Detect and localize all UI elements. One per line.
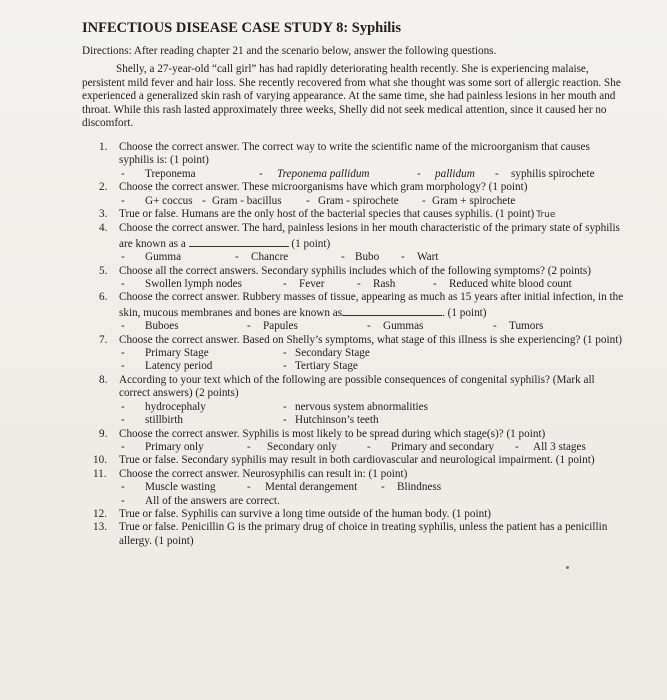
option[interactable]: Fever <box>299 278 325 291</box>
option[interactable]: Hutchinson’s teeth <box>295 414 379 427</box>
option[interactable]: hydrocephaly <box>145 400 206 413</box>
question-text: Choose the correct answer. Rubbery masses of tissue, appearing as much as 15 years after initial infection, in the skin, mucous membranes and bones are known as <box>119 291 624 319</box>
option[interactable]: Chancre <box>251 251 289 264</box>
question-7: 7. Choose the correct answer. Based on Shelly’s symptoms, what stage of this illness is she experiencing? (1 point) - Primary Stage - Secondary Stage - Latency period - Tertiary Stage <box>82 334 627 374</box>
option[interactable]: Mental derangement <box>265 481 358 494</box>
option[interactable]: Rash <box>373 278 396 291</box>
question-6: 6. Choose the correct answer. Rubbery masses of tissue, appearing as much as 15 years after initial infection, in the skin, mucous membranes and bones are known as . (1 point) - Buboes - Papules - Gummas - Tumors <box>82 291 627 333</box>
option[interactable]: Papules <box>263 320 298 333</box>
question-text: Choose the correct answer. The correct way to write the scientific name of the microorganism that causes syphilis is: (1 point) <box>119 140 590 167</box>
pen-mark <box>566 566 569 569</box>
question-list <box>82 141 627 548</box>
question-text: True or false. Secondary syphilis may result in both cardiovascular and neurological impairment. (1 point) <box>119 454 595 467</box>
question-text: Choose all the correct answers. Secondary syphilis includes which of the following symptoms? (2 points) <box>119 264 591 277</box>
option[interactable]: G+ coccus <box>145 194 193 207</box>
answer-options: - G+ coccus - Gram - bacillus - Gram - spirochete - Gram + spirochete <box>121 194 516 207</box>
option[interactable]: Treponema pallidum <box>277 167 370 180</box>
answer-options: - Swollen lymph nodes - Fever - Rash - Reduced white blood count <box>121 278 572 291</box>
question-text: Choose the correct answer. Neurosyphilis can result in: (1 point) <box>119 467 408 480</box>
answer-options: - Treponema - Treponema pallidum - pallidum - syphilis spirochete <box>121 167 595 180</box>
option[interactable]: Gram - bacillus <box>212 194 282 207</box>
question-text: True or false. Syphilis can survive a long time outside of the human body. (1 point) <box>119 507 492 520</box>
option[interactable]: Gram - spirochete <box>318 194 399 207</box>
question-text: Choose the correct answer. The hard, painless lesions in her mouth characteristic of the primary state of syphilis are known as a <box>119 222 620 250</box>
option[interactable]: Wart <box>417 251 439 264</box>
question-1: 1. Choose the correct answer. The correct way to write the scientific name of the microorganism that causes syphilis is: (1 point) - Treponema - Treponema pallidum - pallidum - syphilis spirochete <box>82 141 627 181</box>
option[interactable]: Primary Stage <box>145 347 209 360</box>
answer-options: - Primary only - Secondary only - Primary and secondary - All 3 stages <box>121 440 586 453</box>
question-10: 10. True or false. Secondary syphilis may result in both cardiovascular and neurological impairment. (1 point) <box>82 454 627 467</box>
question-11: 11. Choose the correct answer. Neurosyphilis can result in: (1 point) - Muscle wasting - Mental derangement - Blindness - All of the answers are correct. <box>82 468 627 508</box>
question-text: According to your text which of the following are possible consequences of congenital syphilis? (Mark all correct answers) (2 points) <box>119 373 595 400</box>
question-4: 4. Choose the correct answer. The hard, painless lesions in her mouth characteristic of the primary state of syphilis are known as a (1 point) - Gumma - Chancre - Bubo - Wart <box>82 222 627 264</box>
question-8: 8. According to your text which of the following are possible consequences of congenital syphilis? (Mark all correct answers) (2 points) - hydrocephaly - nervous system abnormalities - stillbirth - Hutchinson’s teeth <box>82 374 627 428</box>
option[interactable]: Primary only <box>145 440 204 453</box>
option[interactable]: Secondary only <box>267 440 337 453</box>
option[interactable]: Tumors <box>509 320 544 333</box>
option[interactable]: Gummas <box>383 320 424 333</box>
option[interactable]: Bubo <box>355 251 380 264</box>
option[interactable]: Reduced white blood count <box>449 278 572 291</box>
answer-options: - Primary Stage - Secondary Stage <box>121 347 370 360</box>
option[interactable]: Secondary Stage <box>295 347 370 360</box>
option[interactable]: All of the answers are correct. <box>145 494 280 507</box>
answer-options: - Muscle wasting - Mental derangement - Blindness <box>121 481 442 494</box>
answer-blank[interactable] <box>189 236 289 247</box>
question-13: 13. True or false. Penicillin G is the primary drug of choice in treating syphilis, unless the patient has a penicillin allergy. (1 point) <box>82 521 627 548</box>
question-12: 12. True or false. Syphilis can survive a long time outside of the human body. (1 point) <box>82 508 627 521</box>
option[interactable]: Muscle wasting <box>145 481 216 494</box>
question-text: True or false. Humans are the only host of the bacterial species that causes syphilis. (1 point) <box>119 208 535 220</box>
answer-options: - Gumma - Chancre - Bubo - Wart <box>121 251 439 264</box>
question-2: 2. Choose the correct answer. These microorganisms have which gram morphology? (1 point) - G+ coccus - Gram - bacillus - Gram - spirochete - Gram + spirochete <box>82 181 627 208</box>
option[interactable]: stillbirth <box>145 414 183 427</box>
answer-options: - hydrocephaly - nervous system abnormalities <box>121 400 428 413</box>
question-text: Choose the correct answer. Syphilis is most likely to be spread during which stage(s)? (1 point) <box>119 427 546 440</box>
answer-options: - Buboes - Papules - Gummas - Tumors <box>121 320 544 333</box>
option[interactable]: Buboes <box>145 320 179 333</box>
scenario-paragraph: Shelly, a 27-year-old “call girl” has had rapidly deteriorating health recently. She is experiencing malaise, persistent mild fever and hair loss. She recently recovered from what she thought was some sort of allergic reaction. She experienced a generalized skin rash of varying appearance. At the same time, she had painless lesions in her mouth and throat. While this rash lasted approximately three weeks, Shelly did not seek medical attention, since it caused her no discomfort. <box>82 63 621 130</box>
question-text: Choose the correct answer. These microorganisms have which gram morphology? (1 point) <box>119 181 528 194</box>
option[interactable]: All 3 stages <box>533 440 586 453</box>
option[interactable]: syphilis spirochete <box>511 167 595 180</box>
question-3: 3. True or false. Humans are the only host of the bacterial species that causes syphilis. (1 point) True <box>99 208 556 220</box>
option[interactable]: Blindness <box>397 481 442 494</box>
handwritten-answer: True <box>536 210 556 220</box>
option[interactable]: Gumma <box>145 251 182 264</box>
question-9: 9. Choose the correct answer. Syphilis is most likely to be spread during which stage(s)? (1 point) - Primary only - Secondary only - Primary and secondary - All 3 stages <box>82 428 627 455</box>
answer-blank[interactable] <box>342 305 442 316</box>
option[interactable]: nervous system abnormalities <box>295 400 428 413</box>
option[interactable]: pallidum <box>435 167 475 180</box>
option[interactable]: Gram + spirochete <box>432 194 516 207</box>
question-5: 5. Choose all the correct answers. Secondary syphilis includes which of the following symptoms? (2 points) - Swollen lymph nodes - Fever - Rash - Reduced white blood count <box>82 265 627 292</box>
option[interactable]: Primary and secondary <box>391 440 495 453</box>
question-text: True or false. Penicillin G is the primary drug of choice in treating syphilis, unless the patient has a penicillin allergy. (1 point) <box>119 521 608 547</box>
option[interactable]: Tertiary Stage <box>295 360 358 373</box>
question-text: Choose the correct answer. Based on Shelly’s symptoms, what stage of this illness is she experiencing? (1 point) <box>119 333 623 346</box>
option[interactable]: Swollen lymph nodes <box>145 278 242 291</box>
option[interactable]: Latency period <box>145 360 213 373</box>
page-title: INFECTIOUS DISEASE CASE STUDY 8: Syphilis <box>82 20 401 36</box>
directions: Directions: After reading chapter 21 and the scenario below, answer the following questions. <box>82 45 497 57</box>
option[interactable]: Treponema <box>145 167 196 180</box>
